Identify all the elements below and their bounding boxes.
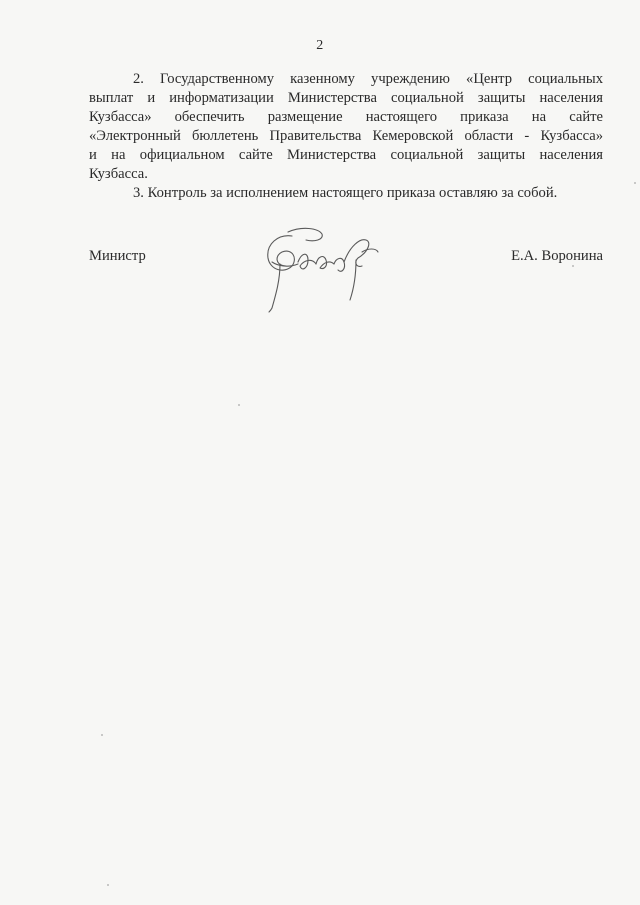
scan-speck <box>107 884 109 886</box>
signatory-name: Е.А. Воронина <box>511 248 603 264</box>
paragraph-2-line-4: «Электронный бюллетень Правительства Кемеровской области - Кузбасса» <box>89 128 603 144</box>
scan-speck <box>101 734 103 736</box>
signatory-title: Министр <box>89 248 146 264</box>
paragraph-2-line-2: выплат и информатизации Министерства социальной защиты населения <box>89 90 603 106</box>
paragraph-2-line-1: 2. Государственному казенному учреждению «Центр социальных <box>133 71 603 87</box>
scan-speck <box>238 404 240 406</box>
document-body <box>89 70 603 203</box>
page-number: 2 <box>316 38 324 53</box>
handwritten-signature <box>258 222 386 314</box>
paragraph-3-line-1: 3. Контроль за исполнением настоящего приказа оставляю за собой. <box>133 185 558 201</box>
paragraph-2-line-5: и на официальном сайте Министерства социальной защиты населения <box>89 147 603 163</box>
paragraph-2-line-6: Кузбасса. <box>89 166 148 182</box>
paragraph-2-line-3: Кузбасса» обеспечить размещение настоящего приказа на сайте <box>89 109 603 125</box>
scan-speck <box>634 182 636 184</box>
